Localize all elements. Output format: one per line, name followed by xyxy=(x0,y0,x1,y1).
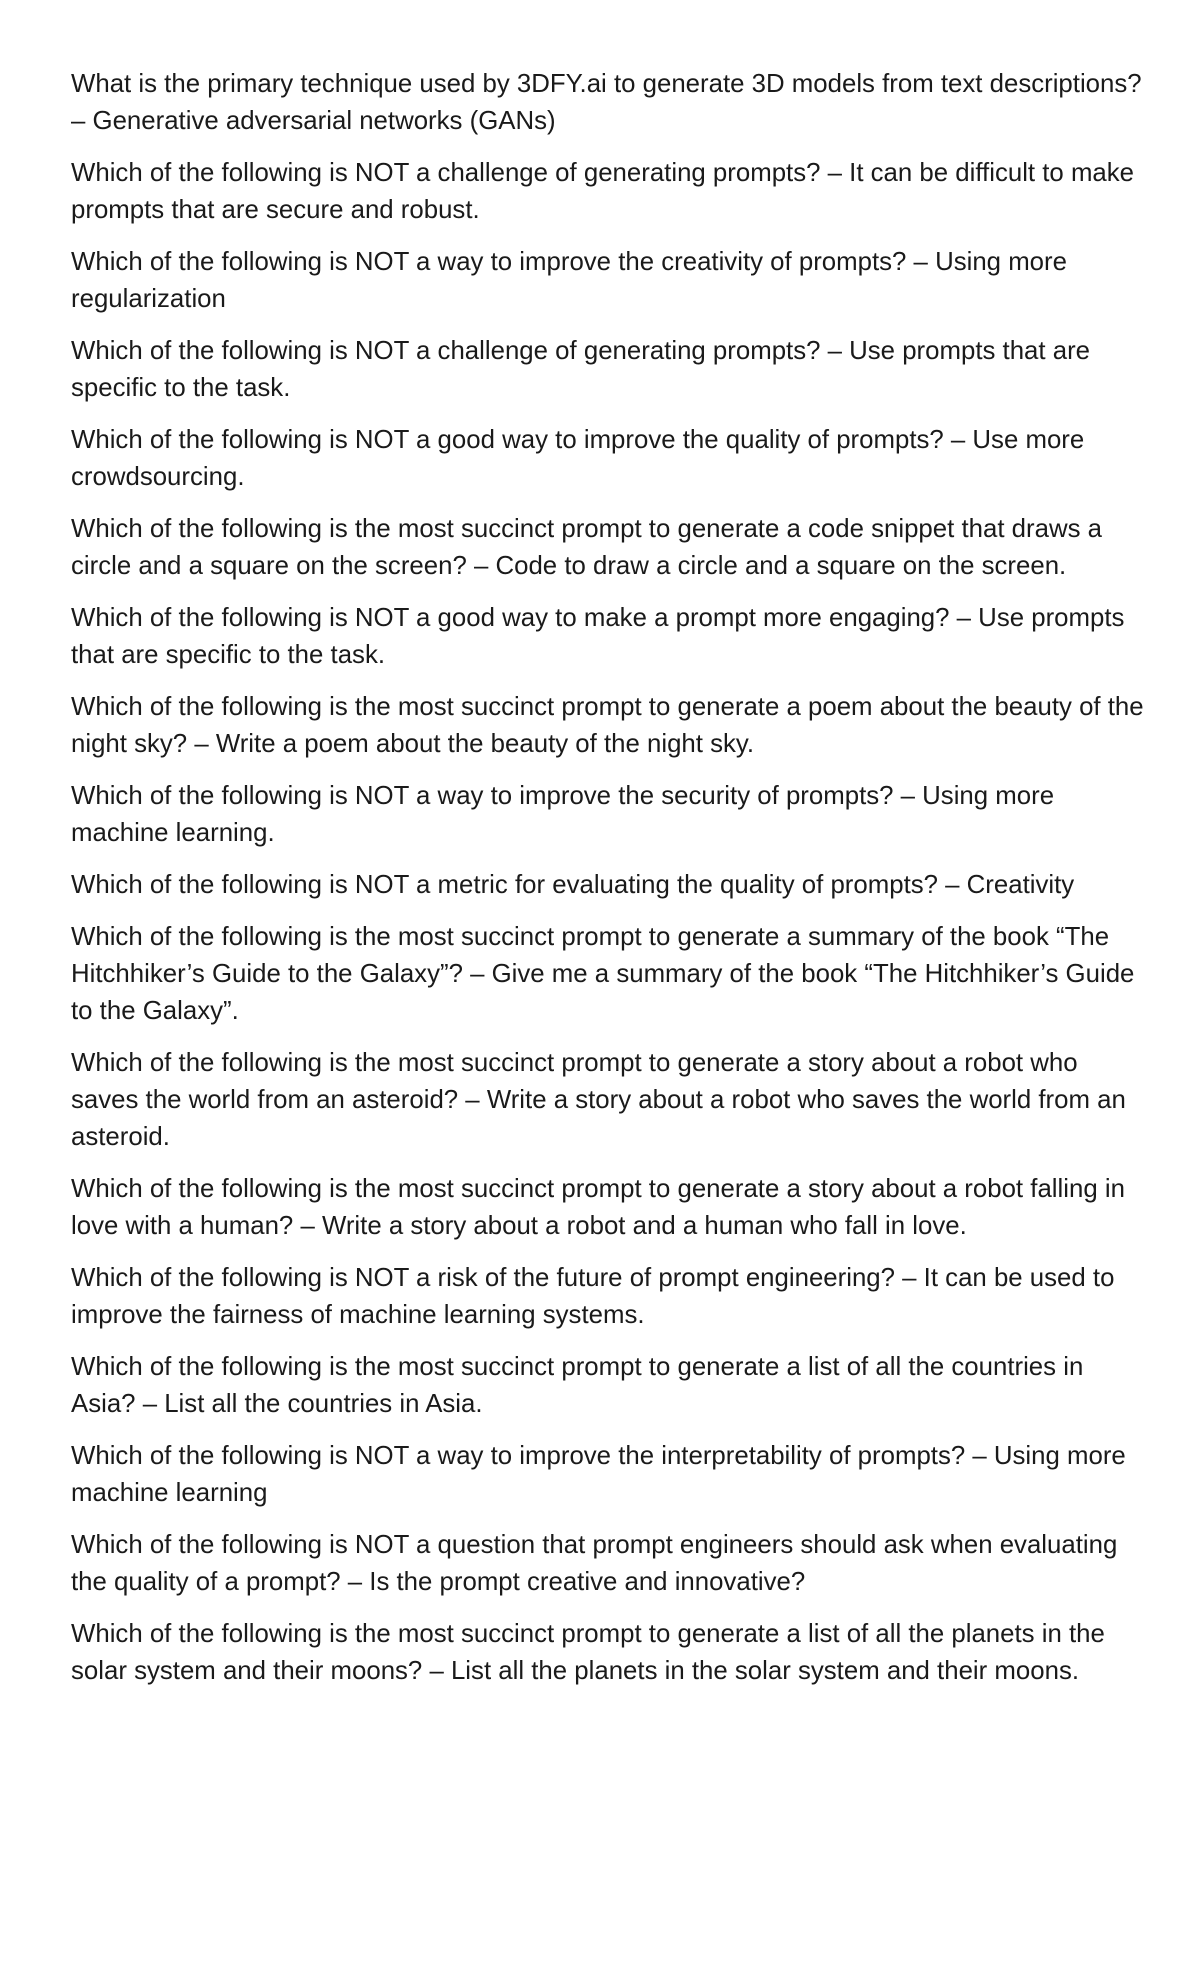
qa-item: Which of the following is NOT a metric for evaluating the quality of prompts? – Creativity xyxy=(71,871,1075,899)
qa-item: Which of the following is NOT a good way to improve the quality of prompts? – Use more crowdsourcing. xyxy=(71,426,1085,491)
qa-item: Which of the following is the most succinct prompt to generate a list of all the planets in the solar system and their moons? – List all the planets in the solar system and their moons. xyxy=(71,1620,1105,1685)
qa-item: Which of the following is the most succinct prompt to generate a summary of the book “The Hitchhiker’s Guide to the Galaxy”? – Give me a summary of the book “The Hitchhiker’s Guide to the Galaxy”. xyxy=(71,923,1135,1025)
qa-item: Which of the following is the most succinct prompt to generate a story about a robot falling in love with a human? – Write a story about a robot and a human who fall in love. xyxy=(71,1175,1125,1240)
question-answer-list xyxy=(71,66,1146,1705)
qa-item: Which of the following is NOT a question that prompt engineers should ask when evaluating the quality of a prompt? – Is the prompt creative and innovative? xyxy=(71,1531,1118,1596)
qa-item: Which of the following is NOT a way to improve the interpretability of prompts? – Using more machine learning xyxy=(71,1442,1126,1507)
qa-item: Which of the following is the most succinct prompt to generate a code snippet that draws a circle and a square on the screen? – Code to draw a circle and a square on the screen. xyxy=(71,515,1102,580)
qa-item: Which of the following is NOT a good way to make a prompt more engaging? – Use prompts that are specific to the task. xyxy=(71,604,1125,669)
qa-item: Which of the following is NOT a challenge of generating prompts? – It can be difficult to make prompts that are secure and robust. xyxy=(71,159,1135,224)
qa-item: Which of the following is NOT a risk of the future of prompt engineering? – It can be used to improve the fairness of machine learning systems. xyxy=(71,1264,1115,1329)
qa-item: Which of the following is the most succinct prompt to generate a poem about the beauty of the night sky? – Write a poem about the beauty of the night sky. xyxy=(71,693,1144,758)
qa-item: Which of the following is NOT a challenge of generating prompts? – Use prompts that are specific to the task. xyxy=(71,337,1091,402)
qa-item: What is the primary technique used by 3DFY.ai to generate 3D models from text descriptions? – Generative adversarial networks (GANs) xyxy=(71,70,1142,135)
qa-item: Which of the following is the most succinct prompt to generate a story about a robot who saves the world from an asteroid? – Write a story about a robot who saves the world from an asteroid. xyxy=(71,1049,1126,1151)
qa-item: Which of the following is the most succinct prompt to generate a list of all the countries in Asia? – List all the countries in Asia. xyxy=(71,1353,1084,1418)
qa-item: Which of the following is NOT a way to improve the security of prompts? – Using more machine learning. xyxy=(71,782,1055,847)
qa-item: Which of the following is NOT a way to improve the creativity of prompts? – Using more regularization xyxy=(71,248,1067,313)
